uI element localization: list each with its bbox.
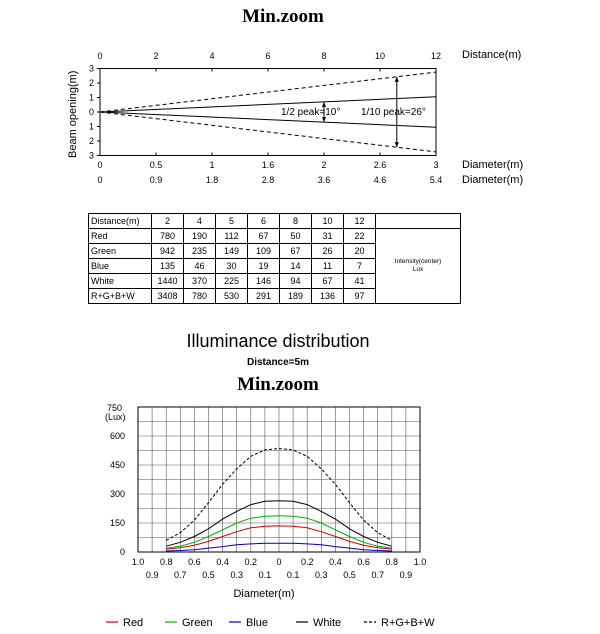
table-row-label: White bbox=[89, 274, 152, 289]
illuminance-chart-title: Min.zoom bbox=[237, 374, 319, 395]
x-tick-top: 1.0 bbox=[131, 557, 145, 567]
table-header-cell: 6 bbox=[248, 214, 280, 229]
distance-tick: 0 bbox=[97, 51, 103, 61]
table-row-label: R+G+B+W bbox=[89, 289, 152, 304]
x-tick-top: 1.0 bbox=[413, 557, 427, 567]
table-cell: 67 bbox=[248, 229, 280, 244]
table-cell: 26 bbox=[312, 244, 344, 259]
table-cell: 225 bbox=[216, 274, 248, 289]
x-tick-top: 0.6 bbox=[188, 557, 201, 567]
diameter-value: 1.8 bbox=[205, 175, 219, 185]
diameter-value: 0 bbox=[97, 160, 103, 170]
diameter-label-2: Diameter(m) bbox=[462, 174, 524, 186]
x-tick-bottom: 0.9 bbox=[399, 570, 413, 580]
table-cell: 50 bbox=[280, 229, 312, 244]
table-cell: 11 bbox=[312, 259, 344, 274]
y-tick-label: 600 bbox=[109, 431, 125, 441]
diameter-value: 0.9 bbox=[149, 175, 163, 185]
legend-item bbox=[229, 617, 268, 629]
diameter-row-2 bbox=[97, 175, 442, 185]
table-cell: 67 bbox=[280, 244, 312, 259]
beam-y-tick: 1 bbox=[88, 92, 94, 103]
note-line-1: Intensity(center) bbox=[394, 258, 442, 265]
table-cell: 14 bbox=[280, 259, 312, 274]
diameter-value: 1.6 bbox=[261, 160, 275, 170]
arrow-head bbox=[395, 77, 399, 82]
beam-opening-chart bbox=[0, 0, 600, 195]
legend-item bbox=[106, 617, 143, 629]
table-cell: 30 bbox=[216, 259, 248, 274]
x-tick-bottom: 0.3 bbox=[230, 570, 243, 580]
table-cell: 22 bbox=[344, 229, 376, 244]
legend-item bbox=[165, 617, 213, 629]
table-cell: 136 bbox=[312, 289, 344, 304]
diameter-value: 3.6 bbox=[317, 175, 331, 185]
beam-y-tick-labels bbox=[89, 64, 94, 161]
illuminance-x-ticks bbox=[132, 557, 427, 580]
distance-tick: 8 bbox=[321, 51, 327, 61]
table-cell: 135 bbox=[152, 259, 184, 274]
diameter-value: 1 bbox=[209, 160, 215, 170]
table-empty-cell bbox=[376, 214, 461, 229]
table-header-cell: 2 bbox=[152, 214, 184, 229]
distance-tick-labels bbox=[97, 51, 441, 61]
table-cell: 190 bbox=[184, 229, 216, 244]
illuminance-heading: Illuminance distribution bbox=[186, 331, 370, 351]
illuminance-chart bbox=[0, 325, 600, 634]
x-tick-top: 0.4 bbox=[216, 557, 229, 567]
x-tick-top: 0.4 bbox=[329, 557, 342, 567]
table-cell: 94 bbox=[280, 274, 312, 289]
diameter-value: 2.6 bbox=[373, 160, 387, 170]
legend bbox=[106, 617, 435, 629]
y-tick-label: 150 bbox=[109, 518, 125, 528]
diameter-label-1: Diameter(m) bbox=[462, 159, 524, 171]
table-cell: 112 bbox=[216, 229, 248, 244]
x-tick-bottom: 0.5 bbox=[202, 570, 215, 580]
illuminance-x-label: Diameter(m) bbox=[233, 588, 295, 600]
beam-y-tick: 3 bbox=[88, 63, 94, 74]
table-header-row bbox=[89, 214, 461, 229]
table-cell: 67 bbox=[312, 274, 344, 289]
diameter-value: 3 bbox=[433, 160, 439, 170]
tenth-peak-label: 1/10 peak=26° bbox=[361, 107, 426, 118]
diameter-row-1 bbox=[97, 160, 438, 170]
beam-y-tick: 1 bbox=[88, 121, 94, 132]
diameter-value: 2 bbox=[321, 160, 327, 170]
table-cell: 1440 bbox=[152, 274, 184, 289]
table-cell: 942 bbox=[152, 244, 184, 259]
table-cell: 530 bbox=[216, 289, 248, 304]
note-line-2: Lux bbox=[412, 266, 424, 273]
diameter-value: 0.5 bbox=[149, 160, 163, 170]
beam-y-axis-label: Beam opening(m) bbox=[67, 70, 79, 158]
y-unit-label: (Lux) bbox=[105, 412, 126, 422]
table-cell: 780 bbox=[184, 289, 216, 304]
legend-label: White bbox=[313, 617, 342, 629]
diameter-value: 5.4 bbox=[429, 175, 443, 185]
illuminance-y-ticks bbox=[110, 431, 125, 557]
x-tick-bottom: 0.1 bbox=[286, 570, 300, 580]
diameter-value: 4.6 bbox=[373, 175, 387, 185]
x-tick-top: 0.8 bbox=[159, 557, 173, 567]
table-cell: 146 bbox=[248, 274, 280, 289]
table-header-cell: 10 bbox=[312, 214, 344, 229]
y-max-label: 750 bbox=[107, 403, 123, 413]
table-row-label: Blue bbox=[89, 259, 152, 274]
x-tick-top: 0 bbox=[276, 557, 282, 567]
table-row-label: Red bbox=[89, 229, 152, 244]
legend-label: Red bbox=[123, 617, 144, 629]
table-note bbox=[376, 229, 461, 304]
table-header-cell: 12 bbox=[344, 214, 376, 229]
x-tick-top: 0.8 bbox=[385, 557, 399, 567]
legend-label: Green bbox=[182, 617, 213, 629]
table-cell: 109 bbox=[248, 244, 280, 259]
illuminance-grid bbox=[138, 407, 420, 552]
legend-label: R+G+B+W bbox=[381, 617, 435, 629]
table-row bbox=[89, 229, 461, 244]
diameter-value: 0 bbox=[97, 175, 103, 185]
table-cell: 149 bbox=[216, 244, 248, 259]
distance-tick: 6 bbox=[265, 51, 271, 61]
x-tick-bottom: 0.9 bbox=[145, 570, 159, 580]
table-header-cell: Distance(m) bbox=[89, 214, 152, 229]
distance-tick: 12 bbox=[430, 51, 442, 61]
table-cell: 291 bbox=[248, 289, 280, 304]
table-header-cell: 5 bbox=[216, 214, 248, 229]
table-cell: 189 bbox=[280, 289, 312, 304]
table-header-cell: 4 bbox=[184, 214, 216, 229]
distance-axis-label: Distance(m) bbox=[462, 49, 522, 61]
x-tick-bottom: 0.1 bbox=[258, 570, 272, 580]
table-cell: 20 bbox=[344, 244, 376, 259]
beam-y-tick: 0 bbox=[88, 107, 94, 117]
x-tick-bottom: 0.7 bbox=[174, 570, 187, 580]
x-tick-top: 0.2 bbox=[244, 557, 258, 567]
distance-tick: 10 bbox=[374, 51, 386, 61]
legend-item bbox=[364, 617, 435, 629]
table-cell: 235 bbox=[184, 244, 216, 259]
y-tick-label: 0 bbox=[119, 547, 125, 557]
table-cell: 46 bbox=[184, 259, 216, 274]
table-cell: 7 bbox=[344, 259, 376, 274]
table-header-cell: 8 bbox=[280, 214, 312, 229]
x-tick-top: 0.2 bbox=[300, 557, 314, 567]
distance-subtitle: Distance=5m bbox=[247, 357, 309, 368]
diameter-value: 2.8 bbox=[261, 175, 275, 185]
beam-y-tick: 3 bbox=[88, 150, 94, 161]
beam-y-tick: 2 bbox=[88, 136, 94, 146]
y-tick-label: 450 bbox=[109, 460, 125, 470]
table-cell: 31 bbox=[312, 229, 344, 244]
x-tick-bottom: 0.5 bbox=[343, 570, 356, 580]
legend-item bbox=[296, 617, 341, 629]
table-row-label: Green bbox=[89, 244, 152, 259]
distance-tick: 4 bbox=[209, 51, 215, 61]
y-tick-label: 300 bbox=[109, 489, 125, 499]
intensity-table bbox=[88, 213, 461, 304]
x-tick-bottom: 0.3 bbox=[315, 570, 328, 580]
arrow-head bbox=[395, 142, 399, 147]
table-cell: 3408 bbox=[152, 289, 184, 304]
table-cell: 780 bbox=[152, 229, 184, 244]
legend-label: Blue bbox=[246, 617, 269, 629]
table-cell: 41 bbox=[344, 274, 376, 289]
table-cell: 19 bbox=[248, 259, 280, 274]
table-cell: 370 bbox=[184, 274, 216, 289]
table-cell: 97 bbox=[344, 289, 376, 304]
distance-tick: 2 bbox=[153, 51, 159, 61]
beam-chart-title: Min.zoom bbox=[242, 6, 324, 27]
half-peak-label: 1/2 peak=10° bbox=[281, 107, 341, 118]
x-tick-bottom: 0.7 bbox=[371, 570, 384, 580]
x-tick-top: 0.6 bbox=[357, 557, 370, 567]
beam-y-tick: 2 bbox=[88, 78, 94, 88]
